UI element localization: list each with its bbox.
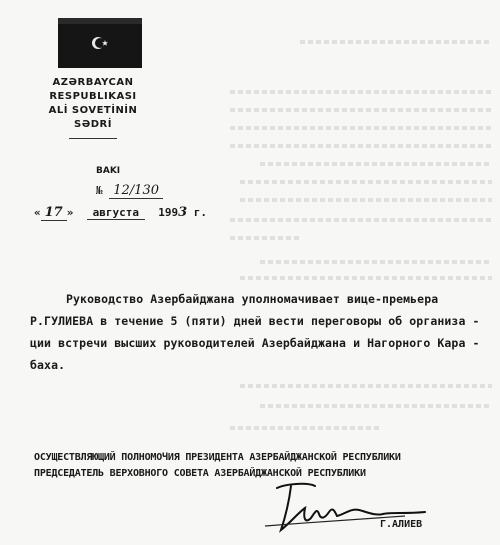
document-number-value: 12/130 [109, 183, 163, 199]
letterhead-divider [69, 138, 117, 139]
crescent-star-icon [58, 18, 142, 68]
bleed-through-line [260, 260, 492, 264]
number-sign: № [96, 184, 103, 197]
flag-emblem [58, 18, 142, 68]
body-line-4: баха. [30, 358, 66, 372]
bleed-through-line [230, 218, 492, 222]
bleed-through-line [260, 404, 492, 408]
letterhead-line-2: ALİ SOVETİNİN [48, 105, 138, 116]
signature-title-line-1: ОСУЩЕСТВЛЯЮЩИЙ ПОЛНОМОЧИЯ ПРЕЗИДЕНТА АЗЕРБАЙДЖАНСКОЙ РЕСПУБЛИКИ [34, 452, 401, 463]
bleed-through-line [230, 90, 492, 94]
date-year-prefix: 199 [158, 206, 179, 219]
document-number [96, 183, 163, 198]
signer-name: Г.АЛИЕВ [380, 519, 423, 530]
date-open-quote: « [34, 206, 41, 219]
letterhead [18, 76, 168, 139]
signature-title-line-2: ПРЕДСЕДАТЕЛЬ ВЕРХОВНОГО СОВЕТА АЗЕРБАЙДЖАНСКОЙ РЕСПУБЛИКИ [34, 468, 366, 479]
bleed-through-line [230, 426, 380, 430]
document-date [34, 205, 207, 220]
date-day: 17 [41, 205, 67, 221]
bleed-through-line [240, 198, 492, 202]
bleed-through-line [230, 108, 492, 112]
document-body [30, 288, 478, 376]
bleed-through-line [260, 162, 492, 166]
bleed-through-line [240, 180, 492, 184]
bleed-through-line [230, 236, 300, 240]
body-line-3: ции встречи высших руководителей Азербайджана и Нагорного Кара - [30, 336, 480, 350]
letterhead-line-3: SƏDRİ [74, 119, 112, 130]
body-line-1: Руководство Азербайджана уполномачивает вице-премьера [66, 292, 439, 306]
date-month: августа [87, 206, 145, 220]
bleed-through-line [240, 384, 492, 388]
bleed-through-line [230, 126, 492, 130]
body-line-2: Р.ГУЛИЕВА в течение 5 (пяти) дней вести переговоры об организа - [30, 314, 480, 328]
date-year-digit: 3 [178, 205, 188, 220]
letterhead-line-1: AZƏRBAYCAN RESPUBLIKASI [49, 77, 137, 102]
place-name: BAKI [96, 166, 121, 176]
bleed-through-line [300, 40, 492, 44]
bleed-through-line [240, 276, 492, 280]
date-suffix: г. [193, 206, 207, 219]
date-close-quote: » [66, 206, 74, 219]
bleed-through-line [230, 144, 492, 148]
